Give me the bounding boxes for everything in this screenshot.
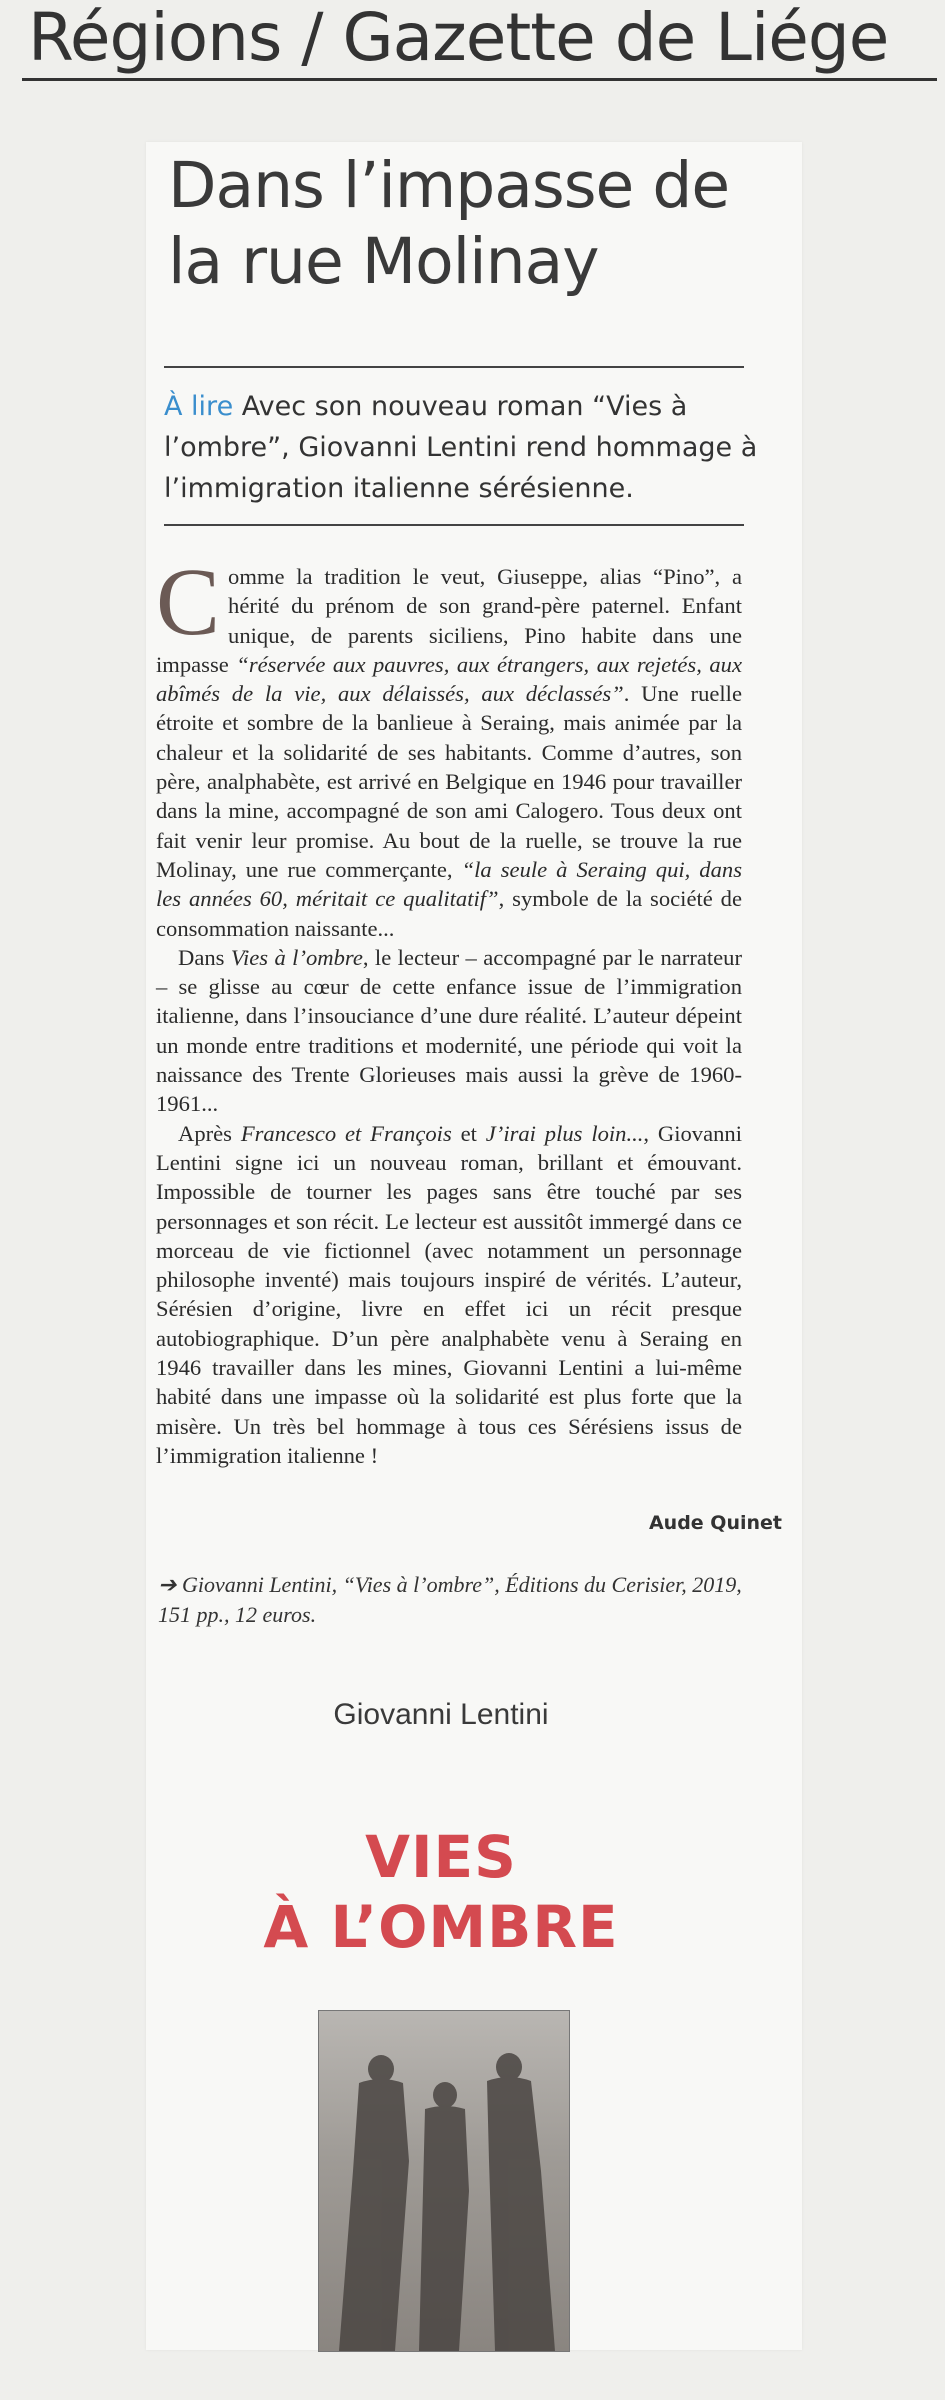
lead-kicker: À lire: [164, 391, 234, 422]
arrow-icon: ➔: [158, 1572, 177, 1597]
article-clipping: [146, 142, 802, 2350]
paragraph-3: Après Francesco et François et J’irai plus loin..., Giovanni Lentini signe ici un nouveau roman, brillant et émouvant. Impossible de tourner les pages sans être touché par ses personnages et son récit. Le lecteur est aussitôt immergé dans ce morceau de vie fictionnel (avec notamment un personnage philosophe inventé) mais toujours inspiré de vérités. L’auteur, Sérésien d’origine, livre en effet ici un récit presque autobiographique. D’un père analphabète venu à Seraing en 1946 travailler dans les mines, Giovanni Lentini a lui-même habité dans une impasse où la solidarité est plus forte que la misère. Un très bel hommage à tous ces Sérésiens issus de l’immigration italienne !: [156, 1120, 743, 1468]
article-lead: [164, 386, 759, 509]
article-body: [156, 548, 743, 1470]
header-rule: [22, 78, 937, 81]
paragraph-1: Comme la tradition le veut, Giuseppe, alias “Pino”, a hérité du prénom de son grand-père paternel. Enfant unique, de parents siciliens, Pino habite dans une impasse “réservée aux pauvres, aux étrangers, aux rejetés, aux abîmés de la vie, aux délaissés, aux déclassés”. Une ruelle étroite et sombre de la banlieue à Seraing, mais animée par la chaleur et la solidarité de ses habitants. Comme d’autres, son père, analphabète, est arrivé en Belgique en 1946 pour travailler dans la mine, accompagné de son ami Calogero. Tous deux ont fait venir leur promise. Au bout de la ruelle, se trouve la rue Molinay, une rue commerçante, “la seule à Seraing qui, dans les années 60, méritait ce qualitatif”, symbole de la société de consommation naissante...: [156, 548, 743, 941]
article-title: Dans l’impasse de la rue Molinay: [168, 149, 730, 298]
lead-top-rule: [164, 366, 744, 368]
article-author: Aude Quinet: [648, 1512, 782, 1534]
lead-text: Avec son nouveau roman “Vies à l’ombre”, Giovanni Lentini rend hommage à l’immigration italienne sérésienne.: [164, 391, 758, 504]
cover-title: VIES À L’OMBRE: [263, 1823, 619, 1961]
section-header: [22, 0, 937, 90]
paragraph-2: Dans Vies à l’ombre, le lecteur – accompagné par le narrateur – se glisse au cœur de cette enfance issue de l’immigration italienne, dans l’insouciance d’une dure réalité. L’auteur dépeint un monde entre traditions et modernité, une période qui voit la naissance des Trente Glorieuses mais aussi la grève de 1960-1961...: [156, 944, 742, 1117]
book-reference: ➔ Giovanni Lentini, “Vies à l’ombre”, Éditions du Cerisier, 2019, 151 pp., 12 euros.: [158, 1572, 742, 1627]
shadow-figures-image: [319, 2011, 569, 2351]
cover-author: Giovanni Lentini: [333, 1698, 549, 1731]
section-title: Régions / Gazette de Liége: [28, 0, 889, 76]
lead-bottom-rule: [164, 524, 744, 526]
dropcap: C: [156, 548, 221, 655]
cover-photo: [318, 2010, 570, 2352]
